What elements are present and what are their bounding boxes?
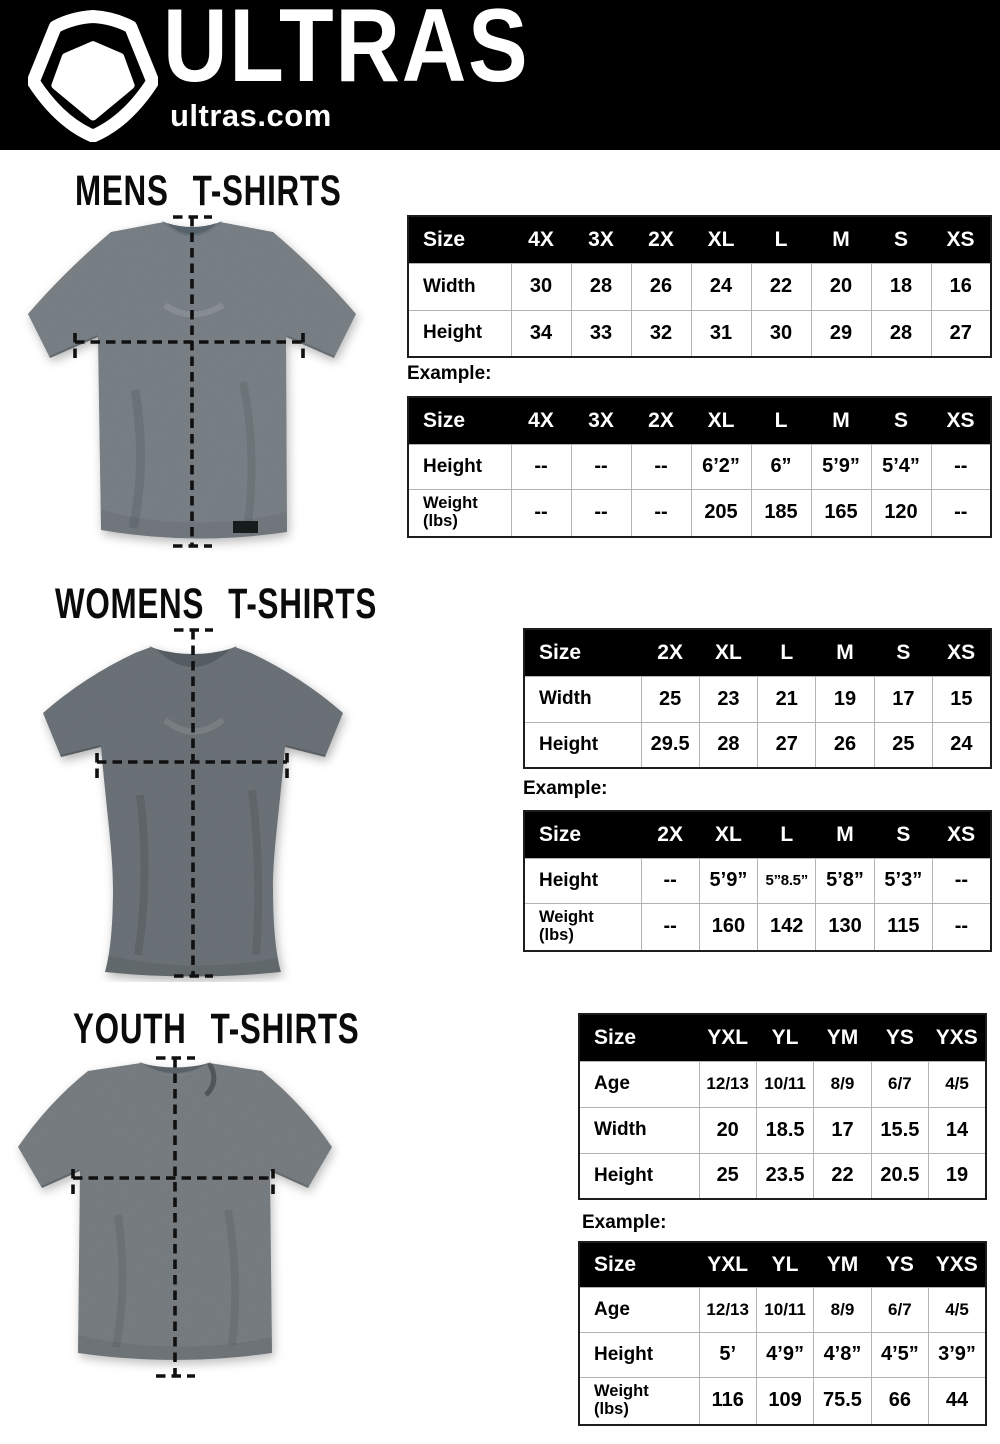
youth-section-title: YOUTH T-SHIRTS [73, 1005, 360, 1053]
column-header: XS [931, 216, 991, 263]
table-cell: 27 [931, 310, 991, 357]
table-cell: 109 [756, 1377, 813, 1425]
column-header: YXL [699, 1014, 756, 1061]
brand-wordmark: ULTRAS [163, 0, 530, 104]
table-cell: 17 [874, 676, 932, 722]
table-row [524, 903, 991, 951]
table-cell: 25 [641, 676, 699, 722]
column-header: YS [871, 1242, 928, 1287]
column-header: XS [932, 811, 990, 858]
row-label: Weight (lbs) [524, 903, 641, 951]
table-cell: 4/5 [929, 1061, 986, 1107]
mens-size-table [407, 215, 992, 358]
table-cell: 160 [699, 903, 757, 951]
table-cell: 3’9” [929, 1332, 986, 1377]
column-header: 2X [641, 629, 699, 676]
column-header: S [874, 811, 932, 858]
table-cell: 15 [932, 676, 990, 722]
column-header: 2X [641, 811, 699, 858]
table-cell: 5’9” [699, 858, 757, 903]
table-cell: 28 [571, 263, 631, 310]
youth-size-table [578, 1013, 987, 1200]
table-cell: 75.5 [814, 1377, 871, 1425]
table-cell: 23 [699, 676, 757, 722]
column-header: 3X [571, 216, 631, 263]
table-cell: 115 [874, 903, 932, 951]
hem-tag [233, 521, 258, 533]
table-cell: -- [631, 444, 691, 489]
row-label: Age [579, 1287, 699, 1332]
table-cell: 30 [751, 310, 811, 357]
table-cell: 5’ [699, 1332, 756, 1377]
table-cell: 22 [751, 263, 811, 310]
table-cell: 116 [699, 1377, 756, 1425]
column-header: XS [931, 397, 991, 444]
table-cell: 6/7 [871, 1061, 928, 1107]
table-cell: 5’9” [811, 444, 871, 489]
column-header-size: Size [579, 1242, 699, 1287]
table-header-row [408, 397, 991, 444]
column-header: YXS [929, 1014, 986, 1061]
table-cell: 8/9 [814, 1061, 871, 1107]
table-cell: 4’8” [814, 1332, 871, 1377]
row-label: Height [524, 858, 641, 903]
row-label: Height [579, 1153, 699, 1199]
column-header: L [758, 811, 816, 858]
row-label: Height [408, 444, 511, 489]
table-cell: 120 [871, 489, 931, 537]
table-cell: 31 [691, 310, 751, 357]
youth-example-table [578, 1241, 987, 1426]
table-cell: 23.5 [756, 1153, 813, 1199]
womens-example-table [523, 810, 992, 952]
womens-tshirt-body [40, 625, 355, 982]
table-cell: 18 [871, 263, 931, 310]
table-cell: 15.5 [871, 1107, 928, 1153]
column-header: XL [699, 629, 757, 676]
table-cell: 29 [811, 310, 871, 357]
table-cell: 21 [758, 676, 816, 722]
row-label: Width [524, 676, 641, 722]
column-header: M [816, 811, 874, 858]
ultras-pentagon-logo-icon [28, 8, 158, 142]
table-header-row [579, 1242, 986, 1287]
row-label: Height [524, 722, 641, 768]
column-header: YL [756, 1242, 813, 1287]
table-cell: 12/13 [699, 1061, 756, 1107]
column-header: XS [932, 629, 990, 676]
column-header: XL [699, 811, 757, 858]
column-header: YXL [699, 1242, 756, 1287]
column-header: YM [814, 1242, 871, 1287]
table-cell: 20 [699, 1107, 756, 1153]
table-cell: 24 [691, 263, 751, 310]
table-cell: -- [571, 489, 631, 537]
table-cell: 20 [811, 263, 871, 310]
column-header: 2X [631, 216, 691, 263]
row-label: Width [579, 1107, 699, 1153]
table-row [579, 1061, 986, 1107]
table-row [408, 489, 991, 537]
table-cell: -- [932, 903, 990, 951]
table-cell: 30 [511, 263, 571, 310]
table-row [408, 263, 991, 310]
mens-example-label: Example: [407, 363, 492, 384]
table-cell: 26 [816, 722, 874, 768]
column-header: M [811, 216, 871, 263]
table-cell: 6” [751, 444, 811, 489]
table-row [579, 1287, 986, 1332]
row-label: Height [579, 1332, 699, 1377]
table-cell: 19 [929, 1153, 986, 1199]
table-row [408, 444, 991, 489]
table-cell: 27 [758, 722, 816, 768]
table-cell: 6/7 [871, 1287, 928, 1332]
column-header-size: Size [408, 397, 511, 444]
table-cell: 25 [874, 722, 932, 768]
table-cell: 16 [931, 263, 991, 310]
row-label: Weight (lbs) [579, 1377, 699, 1425]
column-header: 4X [511, 397, 571, 444]
table-header-row [408, 216, 991, 263]
table-cell: 28 [871, 310, 931, 357]
table-cell: 14 [929, 1107, 986, 1153]
row-label: Width [408, 263, 511, 310]
column-header: XL [691, 216, 751, 263]
mens-tshirt-image [15, 210, 370, 555]
table-cell: 8/9 [814, 1287, 871, 1332]
table-cell: 33 [571, 310, 631, 357]
table-row [524, 858, 991, 903]
table-cell: -- [511, 489, 571, 537]
womens-size-table [523, 628, 992, 769]
table-cell: 20.5 [871, 1153, 928, 1199]
womens-section-title: WOMENS T-SHIRTS [55, 580, 378, 628]
column-header: S [874, 629, 932, 676]
table-cell: 66 [871, 1377, 928, 1425]
table-row [579, 1377, 986, 1425]
womens-example-label: Example: [523, 778, 608, 799]
youth-example-label: Example: [582, 1212, 667, 1233]
column-header: M [811, 397, 871, 444]
column-header: L [758, 629, 816, 676]
site-url: ultras.com [170, 98, 332, 133]
table-cell: 4’5” [871, 1332, 928, 1377]
womens-tshirt-image [40, 625, 355, 982]
column-header-size: Size [579, 1014, 699, 1061]
table-cell: 10/11 [756, 1061, 813, 1107]
youth-tshirt-image [10, 1055, 340, 1382]
table-cell: 18.5 [756, 1107, 813, 1153]
table-cell: 185 [751, 489, 811, 537]
table-row [408, 310, 991, 357]
table-cell: -- [932, 858, 990, 903]
table-cell: 28 [699, 722, 757, 768]
table-cell: 19 [816, 676, 874, 722]
table-cell: 26 [631, 263, 691, 310]
table-row [579, 1153, 986, 1199]
column-header: L [751, 216, 811, 263]
table-cell: 44 [929, 1377, 986, 1425]
table-row [579, 1332, 986, 1377]
table-cell: 142 [758, 903, 816, 951]
table-cell: 10/11 [756, 1287, 813, 1332]
table-cell: -- [931, 444, 991, 489]
table-cell: 130 [816, 903, 874, 951]
table-row [579, 1107, 986, 1153]
table-cell: -- [511, 444, 571, 489]
column-header: 3X [571, 397, 631, 444]
table-cell: 5”8.5” [758, 858, 816, 903]
table-cell: 4’9” [756, 1332, 813, 1377]
column-header: YM [814, 1014, 871, 1061]
table-cell: 5’8” [816, 858, 874, 903]
table-cell: 29.5 [641, 722, 699, 768]
table-cell: -- [641, 858, 699, 903]
table-cell: -- [641, 903, 699, 951]
row-label: Age [579, 1061, 699, 1107]
table-row [524, 676, 991, 722]
table-cell: 22 [814, 1153, 871, 1199]
table-header-row [579, 1014, 986, 1061]
column-header: YL [756, 1014, 813, 1061]
column-header: S [871, 397, 931, 444]
row-label: Weight (lbs) [408, 489, 511, 537]
column-header: S [871, 216, 931, 263]
column-header: 4X [511, 216, 571, 263]
table-cell: 165 [811, 489, 871, 537]
table-cell: 25 [699, 1153, 756, 1199]
table-cell: 5’4” [871, 444, 931, 489]
table-cell: 5’3” [874, 858, 932, 903]
column-header-size: Size [524, 629, 641, 676]
table-cell: 24 [932, 722, 990, 768]
table-cell: -- [631, 489, 691, 537]
table-cell: 12/13 [699, 1287, 756, 1332]
column-header: M [816, 629, 874, 676]
header-bar [0, 0, 1000, 150]
column-header: XL [691, 397, 751, 444]
table-cell: -- [571, 444, 631, 489]
table-header-row [524, 811, 991, 858]
table-header-row [524, 629, 991, 676]
table-cell: 32 [631, 310, 691, 357]
table-row [524, 722, 991, 768]
column-header: YXS [929, 1242, 986, 1287]
mens-example-table [407, 396, 992, 538]
table-cell: 4/5 [929, 1287, 986, 1332]
row-label: Height [408, 310, 511, 357]
table-cell: 205 [691, 489, 751, 537]
column-header: 2X [631, 397, 691, 444]
table-cell: 6’2” [691, 444, 751, 489]
column-header-size: Size [524, 811, 641, 858]
table-cell: -- [931, 489, 991, 537]
column-header: YS [871, 1014, 928, 1061]
column-header-size: Size [408, 216, 511, 263]
column-header: L [751, 397, 811, 444]
mens-section-title: MENS T-SHIRTS [75, 167, 342, 215]
table-cell: 17 [814, 1107, 871, 1153]
table-cell: 34 [511, 310, 571, 357]
